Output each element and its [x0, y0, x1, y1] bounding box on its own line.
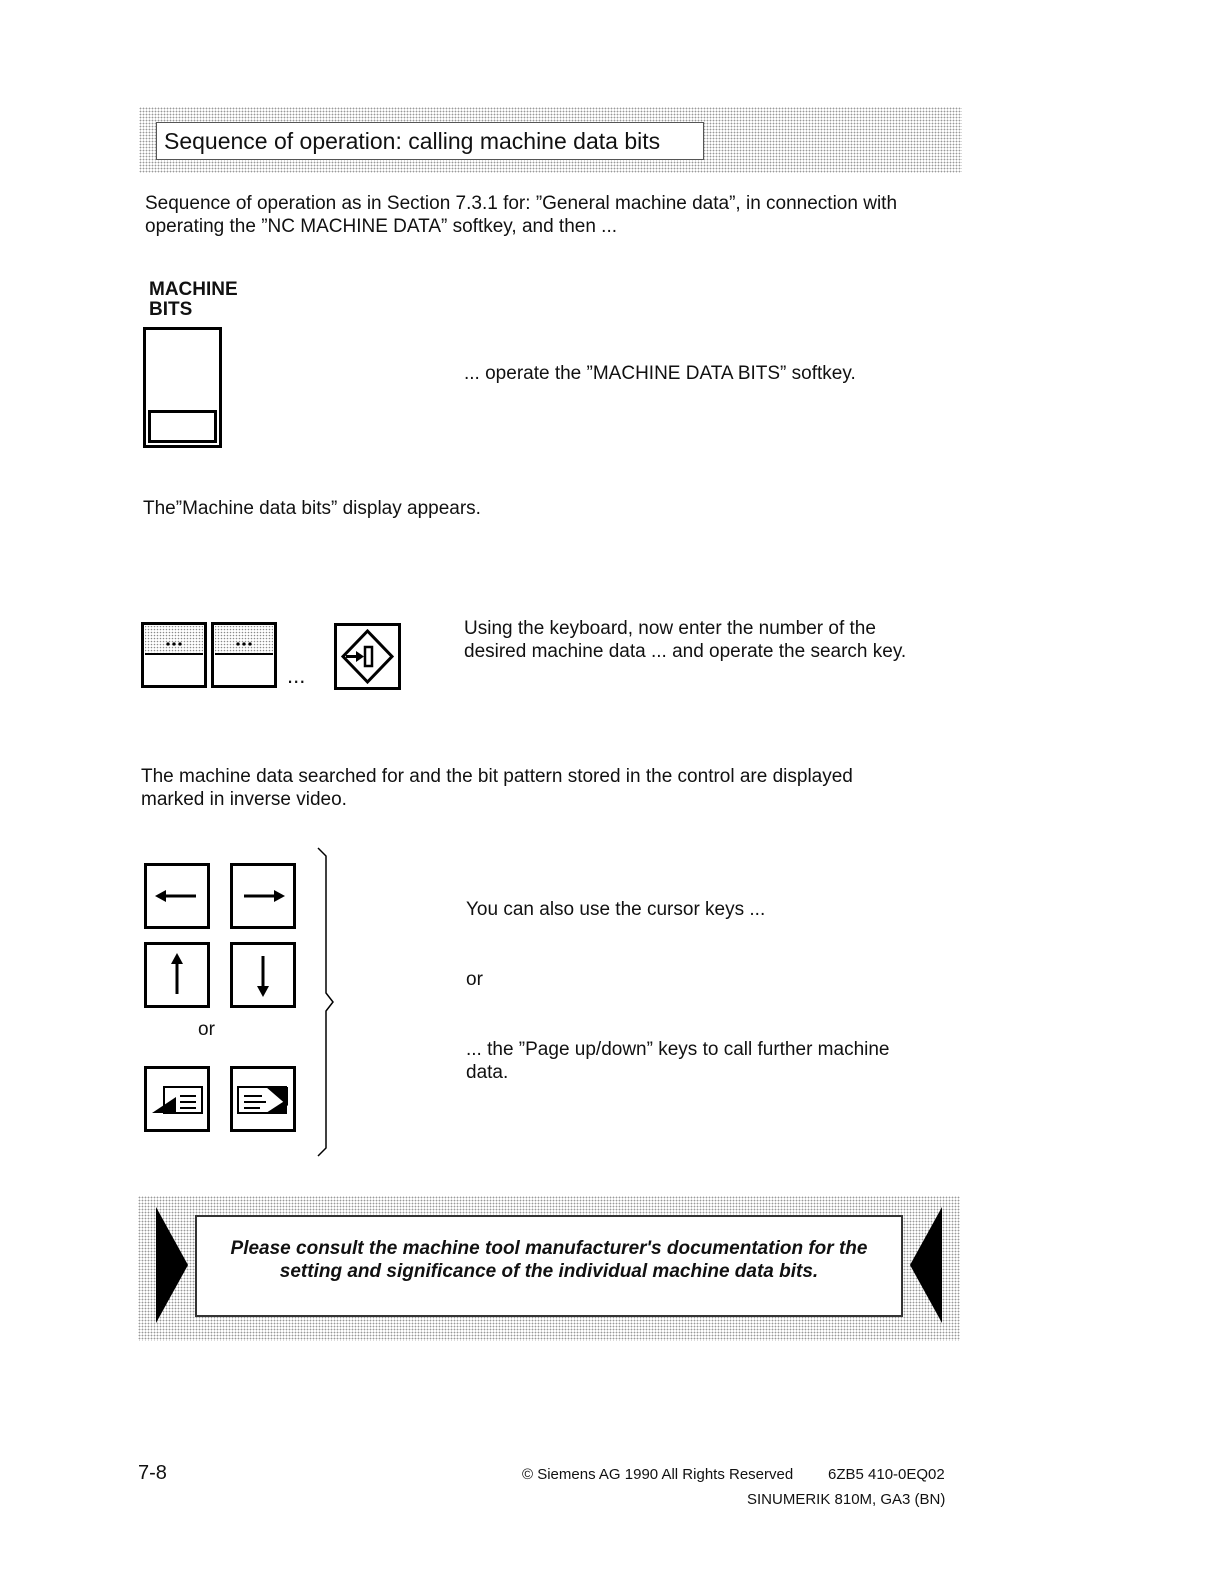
- page-up-icon: [144, 1066, 210, 1132]
- softkey-icon: [143, 327, 222, 448]
- section-title: Sequence of operation: calling machine data bits: [156, 122, 704, 160]
- softkey-instruction: ... operate the ”MACHINE DATA BITS” softkey.: [464, 363, 856, 384]
- triangle-left-icon: [909, 1206, 943, 1324]
- order-number: 6ZB5 410-0EQ02: [828, 1466, 945, 1483]
- keys-ellipsis: ...: [287, 663, 306, 688]
- cursor-or-text: or: [466, 969, 483, 990]
- cursor-right-key[interactable]: [230, 863, 296, 929]
- page-keys-line-2: data.: [466, 1062, 509, 1083]
- arrow-left-icon: [144, 863, 210, 929]
- entry-instruction-line-1: Using the keyboard, now enter the number of the: [464, 618, 876, 639]
- triangle-right-icon: [155, 1206, 189, 1324]
- arrow-right-icon: [230, 863, 296, 929]
- display-appears-text: The”Machine data bits” display appears.: [143, 498, 481, 519]
- copyright: © Siemens AG 1990 All Rights Reserved: [522, 1466, 794, 1483]
- arrow-down-icon: [230, 942, 296, 1008]
- result-line-2: marked in inverse video.: [141, 789, 347, 810]
- softkey-label-line-2: BITS: [149, 299, 193, 320]
- page-up-key[interactable]: [144, 1066, 210, 1132]
- numeric-key-2[interactable]: [211, 622, 277, 688]
- note-line-1: Please consult the machine tool manufacturer's documentation for the: [230, 1238, 868, 1259]
- page-keys-line-1: ... the ”Page up/down” keys to call further machine: [466, 1039, 890, 1060]
- keys-or-label: or: [198, 1019, 215, 1040]
- softkey-label-line-1: MACHINE: [149, 279, 238, 300]
- number-key-icon: [211, 622, 277, 688]
- manufacturer-note: [195, 1215, 903, 1317]
- search-key-icon: [334, 623, 401, 690]
- grouping-brace: [316, 846, 338, 1158]
- page-down-icon: [230, 1066, 296, 1132]
- note-arrow-right: [909, 1206, 943, 1324]
- intro-line-1: Sequence of operation as in Section 7.3.1 for: ”General machine data”, in connection with: [145, 193, 898, 214]
- arrow-up-icon: [144, 942, 210, 1008]
- cursor-up-key[interactable]: [144, 942, 210, 1008]
- note-line-2: setting and significance of the individual machine data bits.: [279, 1261, 819, 1282]
- intro-line-2: operating the ”NC MACHINE DATA” softkey, and then ...: [145, 216, 618, 237]
- page-number: 7-8: [138, 1462, 167, 1484]
- search-key[interactable]: [334, 623, 401, 690]
- number-key-icon: [141, 622, 207, 688]
- cursor-down-key[interactable]: [230, 942, 296, 1008]
- cursor-instruction: You can also use the cursor keys ...: [466, 899, 766, 920]
- entry-instruction-line-2: desired machine data ... and operate the search key.: [464, 641, 907, 662]
- brace-icon: [316, 846, 338, 1158]
- product-name: SINUMERIK 810M, GA3 (BN): [747, 1491, 946, 1508]
- cursor-left-key[interactable]: [144, 863, 210, 929]
- machine-bits-softkey[interactable]: [143, 327, 222, 448]
- note-arrow-left: [155, 1206, 189, 1324]
- result-line-1: The machine data searched for and the bit pattern stored in the control are displayed: [141, 766, 853, 787]
- page-down-key[interactable]: [230, 1066, 296, 1132]
- softkey-label: [149, 280, 238, 320]
- numeric-key-1[interactable]: [141, 622, 207, 688]
